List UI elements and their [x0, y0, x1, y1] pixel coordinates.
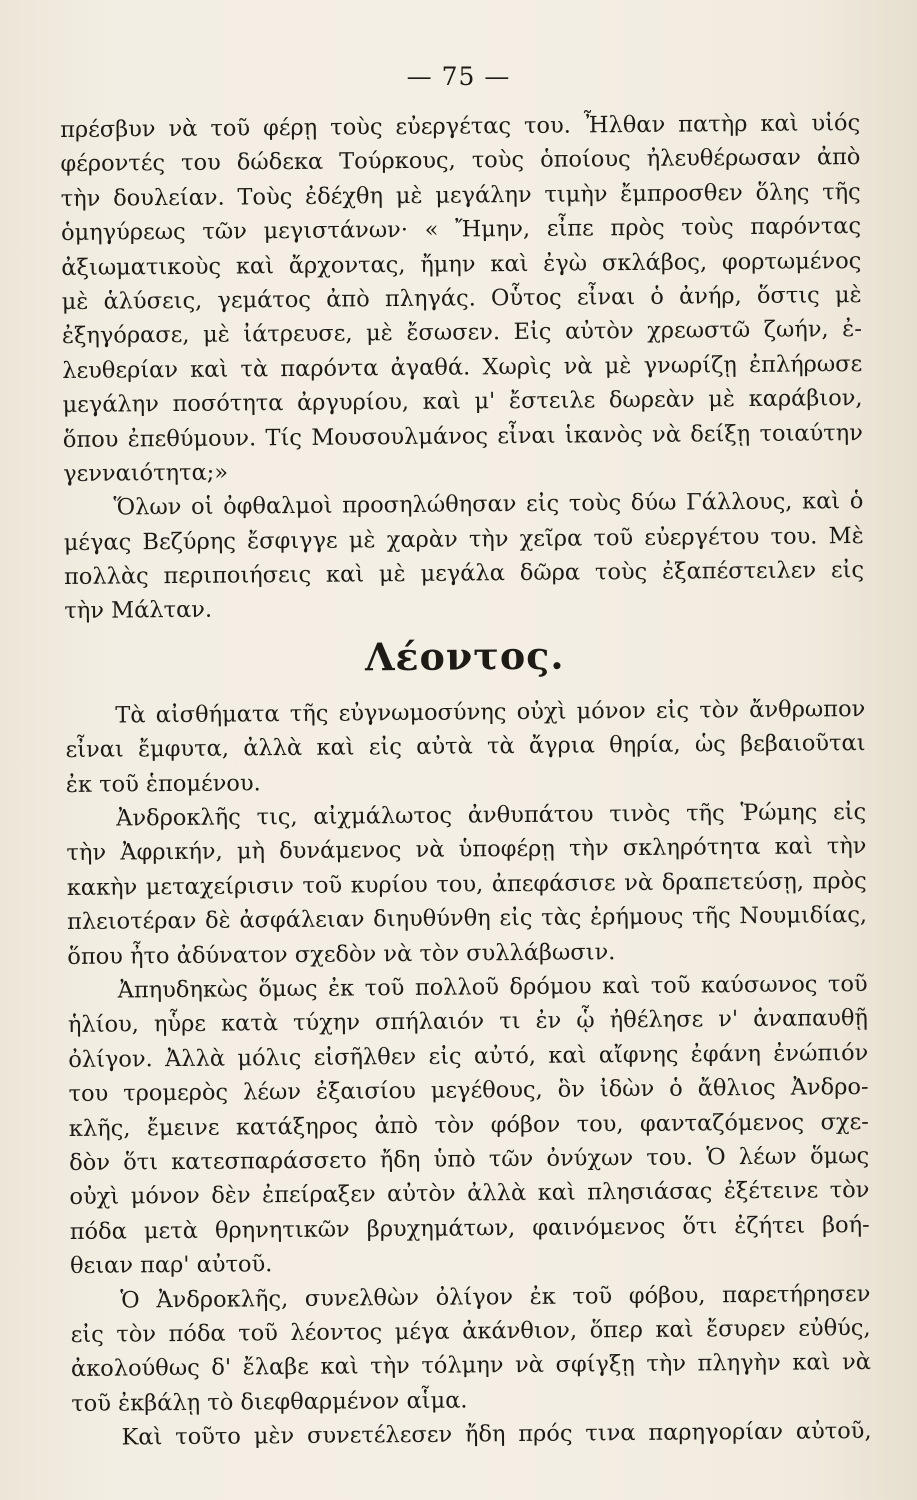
text-line: Ἀνδροκλῆς τις, αἰχμάλωτος ἀνθυπάτου τινὸς τῆς Ῥώμης εἰς — [116, 799, 867, 832]
body-text — [60, 106, 872, 1455]
page-number: — 75 — — [406, 62, 511, 91]
text-line: μέγας Βεζύρης ἔσφιγγε μὲ χαρὰν τὴν χεῖρα τοῦ εὐεργέτου του. Μὲ — [63, 522, 864, 556]
text-line: Τὰ αἰσθήματα τῆς εὐγνωμοσύνης οὐχὶ μόνον εἰς τὸν ἄνθρωπον — [115, 695, 866, 729]
text-line: γενναιότητα;» — [63, 459, 229, 487]
text-line: πόδα μετὰ θρηνητικῶν βρυχημάτων, φαινόμενος ὅτι ἐζήτει βοή- — [69, 1211, 870, 1245]
text-line: ἐκ τοῦ ἑπομένου. — [65, 769, 261, 798]
text-line: Καὶ τοῦτο μὲν συνετέλεσεν ἤδη πρός τινα παρηγορίαν αὐτοῦ, — [121, 1418, 872, 1451]
text-line: εἶναι ἔμφυτα, ἀλλὰ καὶ εἰς αὐτὰ τὰ ἄγρια θηρία, ὡς βεβαιοῦται — [65, 730, 866, 764]
text-line: του τρομερὸς λέων ἐξαισίου μεγέθους, ὃν ἰδὼν ὁ ἄθλιος Ἀνδρο- — [68, 1074, 869, 1108]
text-line: Ὅλων οἱ ὀφθαλμοὶ προσηλώθησαν εἰς τοὺς δύω Γάλλους, καὶ ὁ — [113, 488, 864, 521]
text-line: τοῦ ἐκβάλῃ τὸ διεφθαρμένον αἷμα. — [71, 1387, 468, 1417]
text-line: μεγάλην ποσότητα ἀργυρίου, καὶ μ' ἔστειλε δωρεὰν μὲ καράβιον, — [62, 385, 863, 419]
text-line: τὴν Μάλταν. — [64, 597, 213, 625]
text-line: πολλὰς περιποιήσεις καὶ μὲ μεγάλα δῶρα τοὺς ἐξαπέστειλεν εἰς — [63, 557, 865, 591]
text-line: ἀξιωματικοὺς καὶ ἄρχοντας, ἤμην καὶ ἐγὼ σκλάβος, φορτωμένος — [61, 247, 862, 281]
text-line: ἐξηγόρασε, μὲ ἰάτρευσε, μὲ ἔσωσεν. Εἰς αὐτὸν χρεωστῶ ζωήν, ἐ- — [61, 316, 863, 350]
text-line: τὴν δουλείαν. Τοὺς ἐδέχθη μὲ μεγάλην τιμὴν ἔμπροσθεν ὅλης τῆς — [60, 178, 861, 212]
text-line: πλειοτέραν δὲ ἀσφάλειαν διηυθύνθη εἰς τὰς ἐρήμους τῆς Νουμιδίας, — [66, 902, 868, 936]
text-line: λευθερίαν καὶ τὰ παρόντα ἀγαθά. Χωρὶς νὰ μὲ γνωρίζῃ ἐπλήρωσε — [62, 350, 863, 384]
text-line: Ἀπηυδηκὼς ὅμως ἐκ τοῦ πολλοῦ δρόμου καὶ τοῦ καύσωνος τοῦ — [117, 970, 868, 1004]
text-line: μὲ ἁλύσεις, γεμάτος ἀπὸ πληγάς. Οὗτος εἶναι ὁ ἀνήρ, ὅστις μὲ — [61, 281, 862, 315]
text-line: ἀκολούθως δ' ἔλαβε καὶ τὴν τόλμην νὰ σφίγξῃ τὴν πληγὴν καὶ νὰ — [70, 1349, 872, 1383]
text-line: φέροντές του δώδεκα Τούρκους, τοὺς ὁποίους ἠλευθέρωσαν ἀπὸ — [60, 144, 861, 178]
text-line: ὅπου ἦτο ἀδύνατον σχεδὸν νὰ τὸν συλλάβωσιν. — [67, 938, 616, 970]
text-line: Ὁ Ἀνδροκλῆς, συνελθὼν ὀλίγον ἐκ τοῦ φόβου, παρετήρησεν — [120, 1280, 871, 1314]
text-line: ἡλίου, ηὗρε κατὰ τύχην σπήλαιόν τι ἐν ᾧ ἠθέλησε ν' ἀναπαυθῇ — [67, 1005, 869, 1039]
text-line: κλῆς, ἔμεινε κατάξηρος ἀπὸ τὸν φόβον του, φανταζόμενος σχε- — [68, 1108, 869, 1142]
text-line: κακὴν μεταχείρισιν τοῦ κυρίου του, ἀπεφάσισε νὰ δραπετεύσῃ, πρὸς — [66, 867, 867, 901]
text-line: οὐχὶ μόνον δὲν ἐπείραξεν αὐτὸν ἀλλὰ καὶ πλησιάσας ἐξέτεινε τὸν — [69, 1177, 870, 1211]
text-line: δὸν ὅτι κατεσπαράσσετο ἤδη ὑπὸ τῶν ὀνύχων του. Ὁ λέων ὅμως — [69, 1142, 870, 1176]
text-line: πρέσβυν νὰ τοῦ φέρῃ τοὺς εὐεργέτας του. Ἦλθαν πατὴρ καὶ υἱός — [60, 110, 861, 143]
text-line: ὀλίγον. Ἀλλὰ μόλις εἰσῆλθεν εἰς αὐτό, καὶ αἴφνης ἐφάνη ἐνώπιόν — [68, 1039, 869, 1073]
text-line: θειαν παρ' αὐτοῦ. — [69, 1251, 273, 1280]
text-line: εἰς τὸν πόδα τοῦ λέοντος μέγα ἀκάνθιον, ὅπερ καὶ ἔσυρεν εὐθύς, — [70, 1314, 871, 1348]
section-heading: Λέοντος. — [364, 632, 565, 680]
text-line: ὅπου ἐπεθύμουν. Τίς Μουσουλμάνος εἶναι ἱκανὸς νὰ δείξῃ τοιαύτην — [62, 419, 863, 453]
text-line: τὴν Ἀφρικήν, μὴ δυνάμενος νὰ ὑποφέρῃ τὴν σκληρότητα καὶ τὴν — [66, 833, 867, 867]
text-line: ὁμηγύρεως τῶν μεγιστάνων· « Ἤμην, εἶπε πρὸς τοὺς παρόντας — [60, 213, 862, 247]
